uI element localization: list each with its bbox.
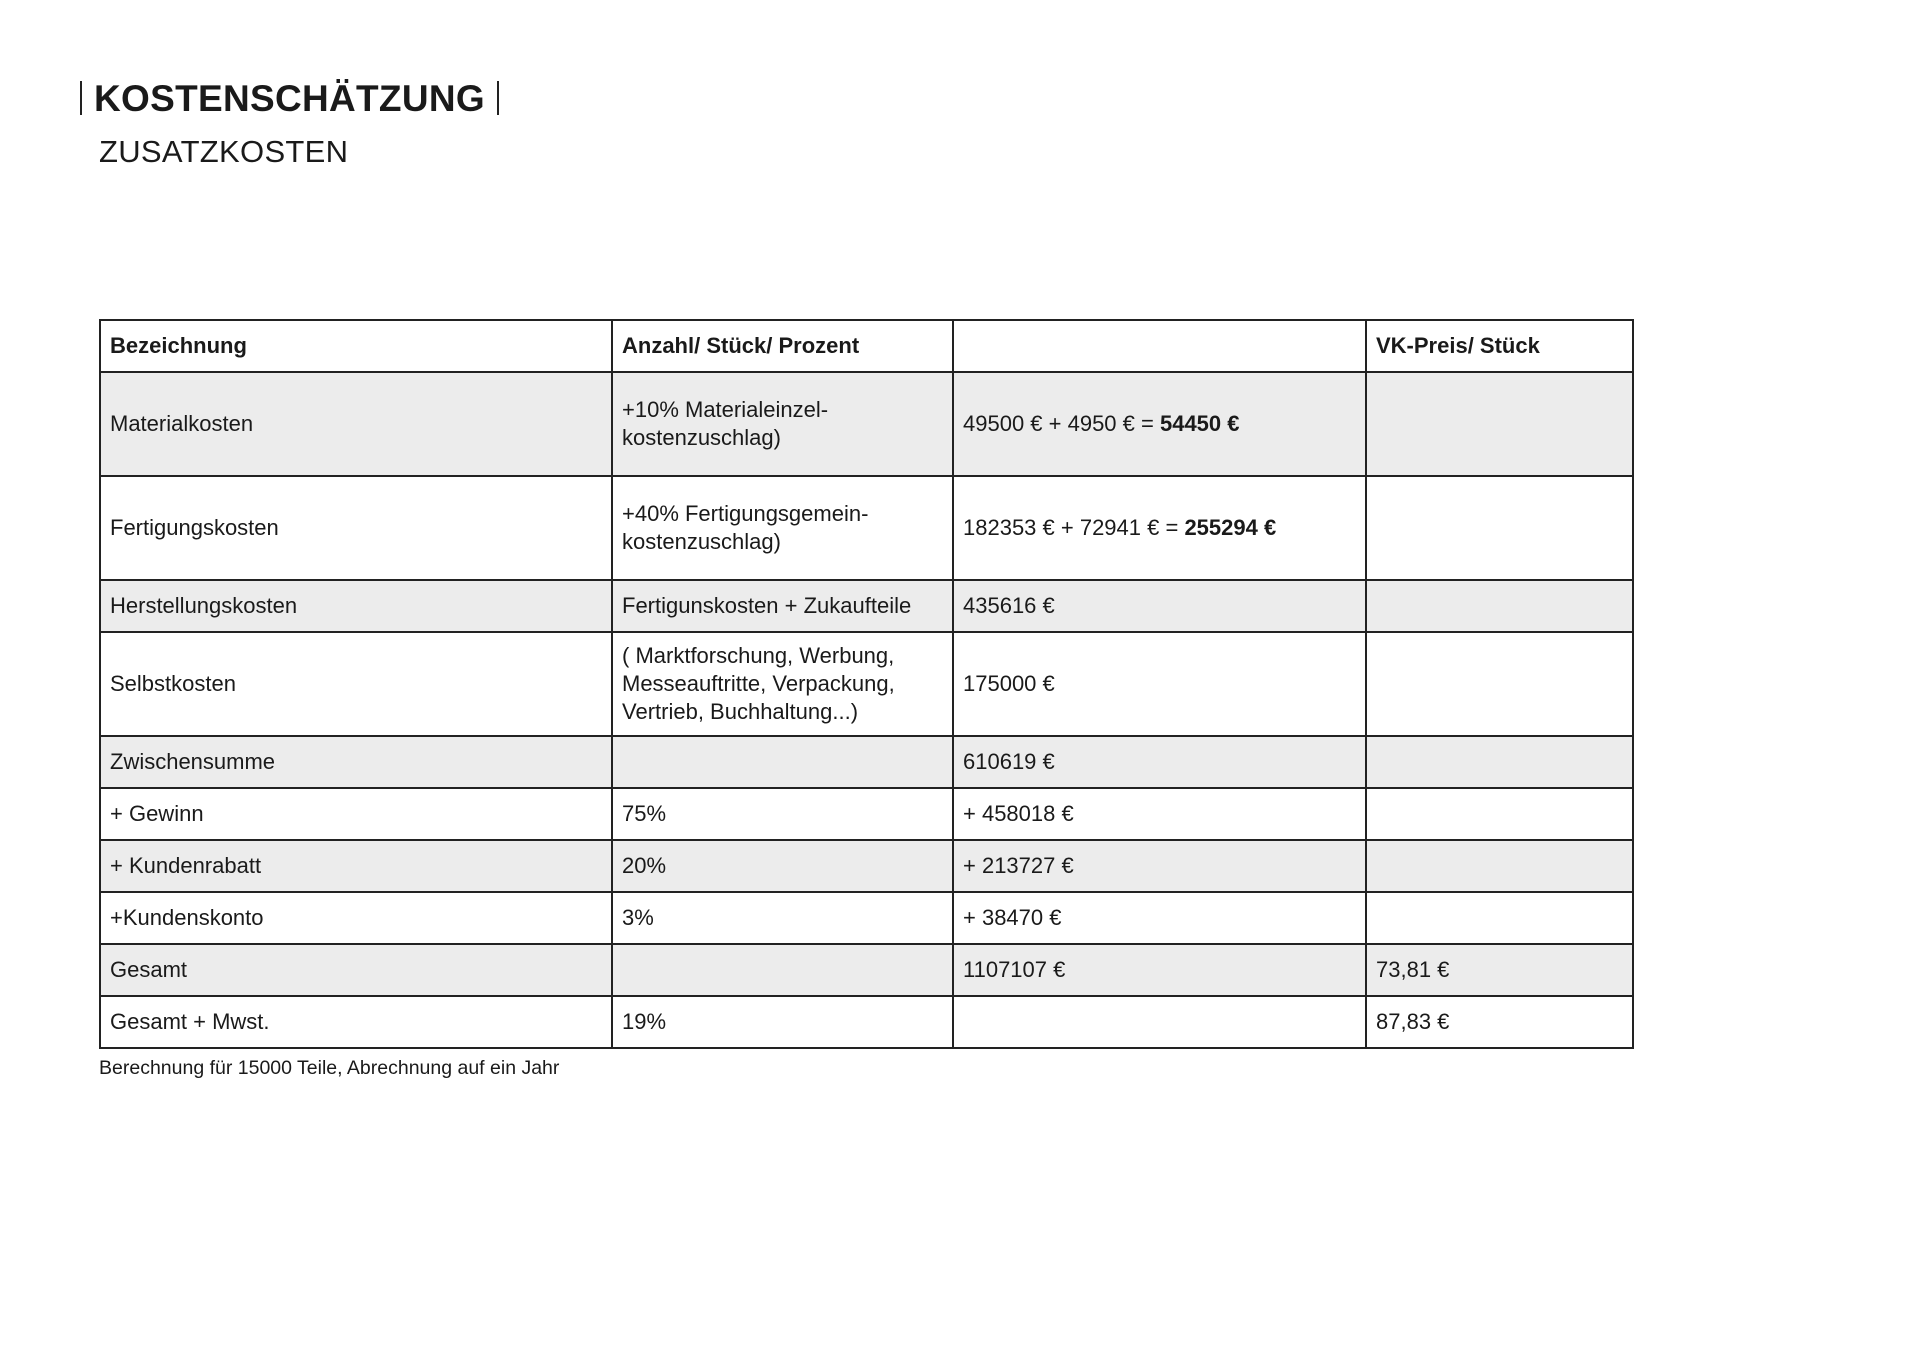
calc-prefix: 49500 € + 4950 € = (963, 411, 1160, 436)
table-row (100, 372, 1633, 476)
row-vk-price (1366, 840, 1633, 892)
column-header-anzahl: Anzahl/ Stück/ Prozent (612, 320, 953, 372)
row-calculation: 1107107 € (953, 944, 1366, 996)
row-label: Herstellungskosten (100, 580, 612, 632)
row-amount (612, 372, 953, 476)
calc-prefix: 182353 € + 72941 € = (963, 515, 1185, 540)
row-amount-line: kostenzuschlag) (622, 425, 781, 450)
column-header-bezeichnung: Bezeichnung (100, 320, 612, 372)
row-amount-line: Vertrieb, Buchhaltung...) (622, 699, 859, 724)
row-label: Selbstkosten (100, 632, 612, 736)
table-row-total-vat (100, 996, 1633, 1048)
calc-result: 54450 € (1159, 411, 1240, 436)
row-vk-price (1366, 372, 1633, 476)
table-footnote: Berechnung für 15000 Teile, Abrechnung auf ein Jahr (99, 1057, 560, 1079)
row-amount: 3% (612, 892, 953, 944)
row-vk-price: 87,83 € (1366, 996, 1633, 1048)
row-amount: 20% (612, 840, 953, 892)
row-amount-line: Messeauftritte, Verpackung, (622, 671, 895, 696)
row-calculation: + 458018 € (953, 788, 1366, 840)
table-row (100, 840, 1633, 892)
row-label: +Kundenskonto (100, 892, 612, 944)
row-label: + Gewinn (100, 788, 612, 840)
table-row (100, 580, 1633, 632)
table-header-row (100, 320, 1633, 372)
row-vk-price (1366, 476, 1633, 580)
row-vk-price (1366, 892, 1633, 944)
row-vk-price (1366, 736, 1633, 788)
row-vk-price (1366, 788, 1633, 840)
title-left-bar (80, 81, 82, 115)
row-amount (612, 476, 953, 580)
row-label: Zwischensumme (100, 736, 612, 788)
row-amount-line: +40% Fertigungsgemein- (622, 501, 869, 526)
cost-table (99, 319, 1634, 1049)
row-calculation (953, 996, 1366, 1048)
title-right-bar (497, 81, 499, 115)
row-amount-line: kostenzuschlag) (622, 529, 781, 554)
row-calculation (953, 476, 1366, 580)
row-label: Gesamt + Mwst. (100, 996, 612, 1048)
row-label: Fertigungskosten (100, 476, 612, 580)
row-calculation: + 213727 € (953, 840, 1366, 892)
row-amount (612, 632, 953, 736)
row-calculation: + 38470 € (953, 892, 1366, 944)
table-row-total (100, 944, 1633, 996)
page-subtitle: ZUSATZKOSTEN (99, 134, 349, 169)
row-amount-line: ( Marktforschung, Werbung, (622, 643, 895, 668)
row-vk-price (1366, 632, 1633, 736)
column-header-calculation (953, 320, 1366, 372)
row-calculation: 435616 € (953, 580, 1366, 632)
page-title: KOSTENSCHÄTZUNG (94, 77, 485, 119)
row-label: + Kundenrabatt (100, 840, 612, 892)
table-row (100, 476, 1633, 580)
row-vk-price: 73,81 € (1366, 944, 1633, 996)
row-calculation: 610619 € (953, 736, 1366, 788)
table-row (100, 632, 1633, 736)
row-amount: 19% (612, 996, 953, 1048)
column-header-vk-preis: VK-Preis/ Stück (1366, 320, 1633, 372)
calc-result: 255294 € (1184, 515, 1277, 540)
row-amount (612, 736, 953, 788)
table-row (100, 892, 1633, 944)
table-row (100, 736, 1633, 788)
row-calculation: 175000 € (953, 632, 1366, 736)
row-amount (612, 944, 953, 996)
title-row (80, 72, 499, 124)
row-vk-price (1366, 580, 1633, 632)
row-amount-line: +10% Materialeinzel- (622, 397, 829, 422)
table-row (100, 788, 1633, 840)
row-label: Gesamt (100, 944, 612, 996)
row-amount: 75% (612, 788, 953, 840)
row-calculation (953, 372, 1366, 476)
row-amount: Fertigunskosten + Zukaufteile (612, 580, 953, 632)
row-label: Materialkosten (100, 372, 612, 476)
